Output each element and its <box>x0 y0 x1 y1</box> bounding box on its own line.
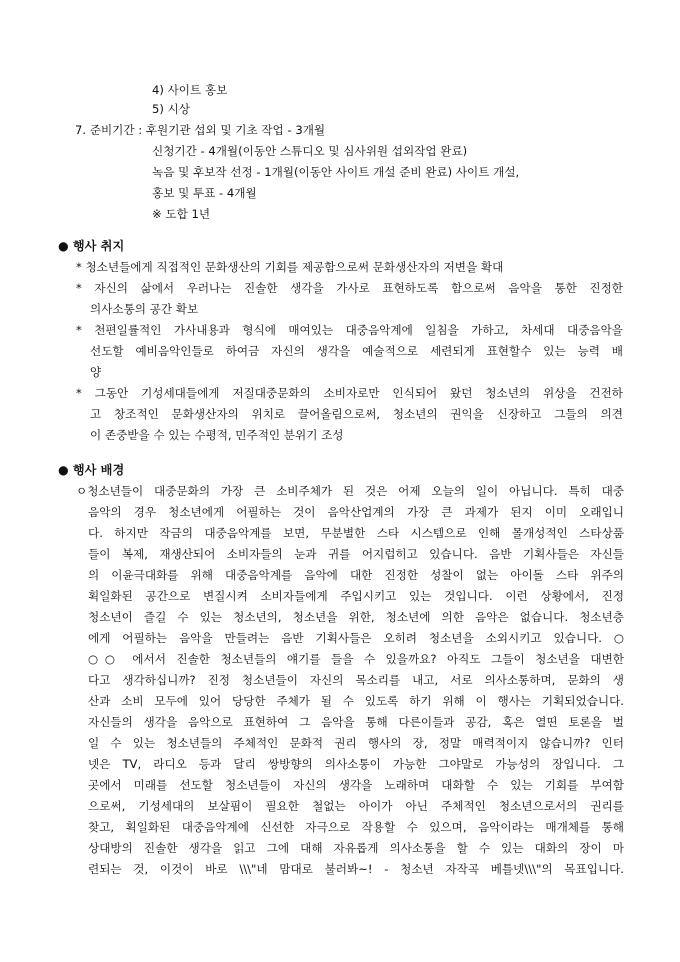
background-line: 넷은 TV, 라디오 등과 달리 쌍방향의 의사소통이 가능한 그야말로 가능성의 장입니다. 그 <box>88 757 624 771</box>
prep-line: 홍보 및 투표 - 4개월 <box>152 186 257 200</box>
purpose-item-cont: 양 <box>90 365 102 379</box>
background-line: 청소년이 즐길 수 있는 청소년의, 청소년을 위한, 청소년에 의한 음악은 없습니다. 청소년층 <box>88 610 624 624</box>
background-line: 곳에서 미래를 선도할 청소년들이 자신의 생각을 노래하며 대화할 수 있는 기회를 부여함 <box>88 778 624 792</box>
background-line: 다고 생각하십니까? 진정 청소년들이 자신의 목소리를 내고, 서로 의사소통하며, 문화의 생 <box>88 673 624 687</box>
background-line: ㅇ청소년들이 대중문화의 가장 큰 소비주체가 된 것은 어제 오늘의 일이 아닙니다. 특히 대중 <box>76 484 624 498</box>
background-line: 련되는 것, 이것이 바로 \\\"네 맘대로 불러봐~! - 청소년 자작곡 베틀넷\\\"의 목표입니다. <box>88 862 624 876</box>
prep-line: 신청기간 - 4개월(이동안 스튜디오 및 심사위원 섭외작업 완료) <box>152 144 468 158</box>
background-line: 자신들의 생각을 음악으로 표현하여 그 음악을 통해 다른이들과 공감, 혹은 열띤 토론을 벌 <box>88 715 624 729</box>
background-line: ○○ 에서서 진솔한 청소년들의 얘기를 들을 수 있을까요? 아직도 그들이 청소년을 대변한 <box>88 652 624 666</box>
purpose-heading: ● 행사 취지 <box>58 239 125 253</box>
background-line: 산과 소비 모두에 있어 당당한 주체가 될 수 있도록 하기 위해 이 행사는 기획되었습니다. <box>88 694 624 708</box>
purpose-item: * 그동안 기성세대들에게 저질대중문화의 소비자로만 인식되어 왔던 청소년의 위상을 건전하 <box>76 386 623 400</box>
background-line: 들이 복제, 재생산되어 소비자들의 눈과 귀를 어지럽히고 있습니다. 음반 기획사들은 자신들 <box>88 547 624 561</box>
purpose-item-cont: 선도할 예비음악인들로 하여금 자신의 생각을 예술적으로 세련되게 표현할수 있는 능력 배 <box>90 344 623 358</box>
background-line: 찾고, 획일화된 대중음악계에 신선한 자극으로 작용할 수 있으며, 음악이라는 매개체를 통해 <box>88 820 624 834</box>
purpose-item-cont: 이 존중받을 수 있는 수평적, 민주적인 분위기 조성 <box>90 428 344 442</box>
background-line: 일 수 있는 청소년들의 주체적인 문화적 권리 행사의 장, 정말 매력적이지 않습니까? 인터 <box>88 736 624 750</box>
background-line: 획일화된 공간으로 변질시켜 소비자들에게 주입시키고 있는 것입니다. 이런 상황에서, 진정 <box>88 589 624 603</box>
background-line: 에게 어필하는 음악을 만들려는 음반 기획사들은 오히려 청소년을 소외시키고 있습니다. ○ <box>88 631 624 645</box>
purpose-item: * 자신의 삶에서 우러나는 진솔한 생각을 가사로 표현하도록 함으로써 음악을 통한 진정한 <box>76 281 623 295</box>
background-heading: ● 행사 배경 <box>58 463 125 477</box>
purpose-item-cont: 고 창조적인 문화생산자의 위치로 끌어올림으로써, 청소년의 권익을 신장하고 그들의 의견 <box>90 407 623 421</box>
prep-total: ※ 도합 1년 <box>152 207 211 221</box>
purpose-item: * 청소년들에게 직접적인 문화생산의 기회를 제공함으로써 문화생산자의 저변을 확대 <box>76 260 504 274</box>
prep-line: 녹음 및 후보작 선정 - 1개월(이동안 사이트 개설 준비 완료) 사이트 개설, <box>152 165 520 179</box>
plan-item-5: 5) 시상 <box>152 102 190 116</box>
background-line: 상대방의 진솔한 생각을 읽고 그에 대해 자유롭게 의사소통을 할 수 있는 대화의 장이 마 <box>88 841 624 855</box>
prep-label: 7. 준비기간 : 후원기관 섭외 및 기초 작업 - 3개월 <box>75 123 326 137</box>
background-line: 의 이윤극대화를 위해 대중음악계를 음악에 대한 진정한 성찰이 없는 아이돌 스타 위주의 <box>88 568 624 582</box>
purpose-item-cont: 의사소통의 공간 확보 <box>90 302 199 316</box>
purpose-item: * 천편일률적인 가사내용과 형식에 매여있는 대중음악계에 일침을 가하고, 차세대 대중음악을 <box>76 323 623 337</box>
background-line: 다. 하지만 작금의 대중음악계를 보면, 무분별한 스타 시스템으로 인해 몰개성적인 스타상품 <box>88 526 624 540</box>
plan-item-4: 4) 사이트 홍보 <box>152 83 228 97</box>
background-line: 음악의 경우 청소년에게 어필하는 것이 음악산업계의 가장 큰 과제가 된지 이미 오래입니 <box>88 505 624 519</box>
background-line: 으로써, 기성세대의 보살핌이 필요한 철없는 아이가 아닌 주체적인 청소년으로서의 권리를 <box>88 799 624 813</box>
